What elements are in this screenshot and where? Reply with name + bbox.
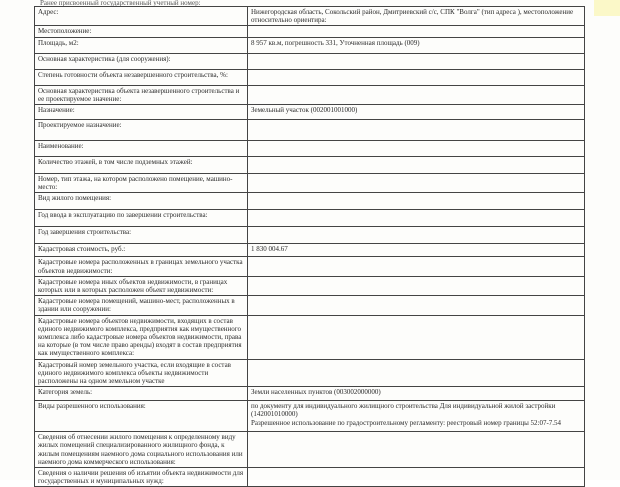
table-row [35, 315, 585, 359]
table-row [35, 468, 585, 487]
table-row [35, 105, 585, 120]
table-row [35, 257, 585, 276]
field-value [248, 276, 585, 295]
field-label: Степень готовности объекта незавершенного строительства, %: [35, 69, 248, 85]
field-value [248, 120, 585, 141]
table-row [35, 174, 585, 193]
field-value [248, 69, 585, 85]
field-label: Площадь, м2: [35, 37, 248, 53]
property-info-table [34, 6, 585, 487]
table-row [35, 210, 585, 227]
table-row [35, 141, 585, 157]
field-value [248, 193, 585, 210]
field-value: по документу для индивидуального жилищного строительства Для индивидуальной жилой застройки (142001010000) Разрешенное использование по градостроительному регламенту: реестровый номер границы 52:07-7.54 [248, 401, 585, 432]
field-label: Местоположение: [35, 26, 248, 37]
field-label: Кадастровые номера иных объектов недвижимости, в границах которых или в которых расположен объект недвижимости: [35, 276, 248, 295]
field-label: Кадастровые номера помещений, машино-мест, расположенных в здании или сооружении: [35, 296, 248, 315]
field-value: Нижегородская область, Сокольский район, Дмитриевский с/с, СПК "Волга" (тип адреса ), местоположение относительно ориентира: [248, 7, 585, 26]
field-value [248, 257, 585, 276]
table-row [35, 53, 585, 69]
highlight-mark [594, 0, 620, 16]
table-row [35, 37, 585, 53]
field-label: Основная характеристика объекта незавершенного строительства и ее проектируемое значение: [35, 85, 248, 104]
field-label: Сведения об отнесении жилого помещения к определенному виду жилых помещений специализированного жилищного фонда, к жилым помещениям наемного дома социального использования или наемного дома коммерческого использования: [35, 432, 248, 468]
table-row [35, 157, 585, 174]
field-label: Основная характеристика (для сооружения): [35, 53, 248, 69]
field-label: Сведения о наличии решения об изъятии объекта недвижимости для государственных и муниципальных нужд: [35, 468, 248, 487]
field-value: Земельный участок (002001001000) [248, 105, 585, 120]
field-label: Вид жилого помещения: [35, 193, 248, 210]
field-value [248, 315, 585, 359]
table-row [35, 432, 585, 468]
table-row [35, 69, 585, 85]
table-row [35, 120, 585, 141]
table-row [35, 244, 585, 257]
field-value [248, 85, 585, 104]
field-value [248, 359, 585, 387]
field-label: Количество этажей, в том числе подземных этажей: [35, 157, 248, 174]
field-value [248, 141, 585, 157]
table-row [35, 85, 585, 104]
table-row [35, 401, 585, 432]
table-row [35, 387, 585, 401]
field-value [248, 26, 585, 37]
table-row [35, 193, 585, 210]
field-label: Кадастровый номер земельного участка, если входящие в состав единого недвижимого комплекса объекты недвижимости расположены на одном земельном участке [35, 359, 248, 387]
field-value: 1 830 004.67 [248, 244, 585, 257]
table-row [35, 276, 585, 295]
field-label: Проектируемое назначение: [35, 120, 248, 141]
field-label: Кадастровые номера расположенных в границах земельного участка объектов недвижимости: [35, 257, 248, 276]
field-label: Кадастровая стоимость, руб.: [35, 244, 248, 257]
field-value [248, 157, 585, 174]
field-value: Земли населенных пунктов (003002000000) [248, 387, 585, 401]
field-value [248, 432, 585, 468]
field-value [248, 210, 585, 227]
field-value: 8 957 кв.м, погрешность 331, Уточненная площадь (009) [248, 37, 585, 53]
field-value [248, 227, 585, 244]
field-label: Адрес: [35, 7, 248, 26]
field-label: Год завершения строительства: [35, 227, 248, 244]
table-row [35, 7, 585, 26]
field-label: Наименование: [35, 141, 248, 157]
field-label: Виды разрешенного использования: [35, 401, 248, 432]
table-row [35, 227, 585, 244]
field-value [248, 174, 585, 193]
field-value [248, 53, 585, 69]
table-row [35, 296, 585, 315]
field-label: Кадастровые номера объектов недвижимости, входящих в состав единого недвижимого комплекса, предприятия как имущественного комплекса либо кадастровые номера объектов недвижимости, права на которые (в том числе право аренды) входят в состав предприятия как имущественного комплекса: [35, 315, 248, 359]
field-label: Категория земель: [35, 387, 248, 401]
header-cutoff-text: Ранее присвоенный государственный учетный номер: [40, 0, 201, 6]
field-value [248, 296, 585, 315]
field-value [248, 468, 585, 487]
field-label: Назначение: [35, 105, 248, 120]
table-row [35, 359, 585, 387]
field-label: Номер, тип этажа, на котором расположено помещение, машино-место: [35, 174, 248, 193]
field-label: Год ввода в эксплуатацию по завершении строительства: [35, 210, 248, 227]
table-row [35, 26, 585, 37]
